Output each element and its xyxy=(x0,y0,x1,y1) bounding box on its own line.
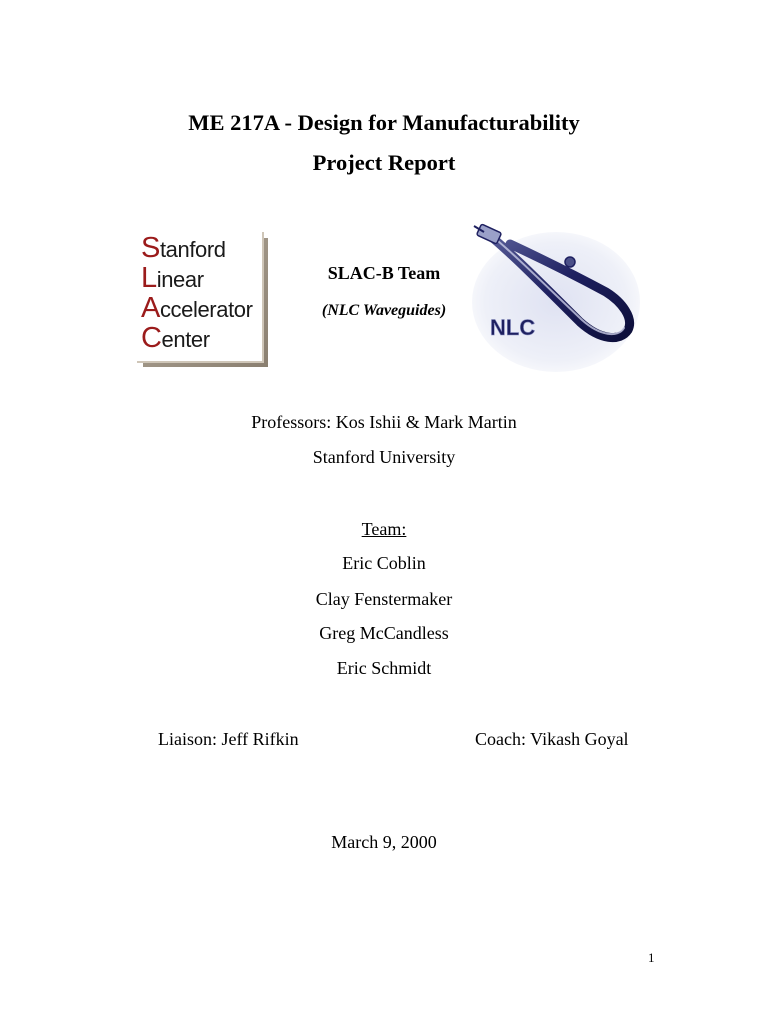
slac-logo-line-accelerator: Accelerator xyxy=(141,292,253,324)
report-title-line1: ME 217A - Design for Manufacturability xyxy=(188,110,580,135)
team-member: Eric Schmidt xyxy=(336,658,432,678)
professors-line: Professors: Kos Ishii & Mark Martin xyxy=(251,412,517,432)
coach-line: Coach: Vikash Goyal xyxy=(475,729,629,749)
slac-logo-line-center: Center xyxy=(141,322,210,354)
slac-logo-line-linear: Linear xyxy=(141,262,204,294)
report-date: March 9, 2000 xyxy=(331,832,437,852)
slac-logo xyxy=(137,232,269,367)
slac-logo-card xyxy=(137,232,264,363)
slac-logo-line-stanford: Stanford xyxy=(141,232,226,264)
university-line: Stanford University xyxy=(312,447,456,467)
report-title-line2: Project Report xyxy=(312,150,456,175)
nlc-logo-device xyxy=(474,224,502,244)
team-member: Clay Fenstermaker xyxy=(315,589,453,609)
liaison-line: Liaison: Jeff Rifkin xyxy=(158,729,299,749)
nlc-logo xyxy=(470,222,642,374)
page-number: 1 xyxy=(648,950,655,965)
team-member: Eric Coblin xyxy=(342,553,426,573)
team-member: Greg McCandless xyxy=(319,623,449,643)
team-name: SLAC-B Team xyxy=(327,263,441,283)
team-heading: Team: xyxy=(361,519,407,539)
team-subtitle: (NLC Waveguides) xyxy=(321,302,447,319)
nlc-logo-label: NLC xyxy=(490,315,536,340)
nlc-logo-knob xyxy=(565,257,575,267)
